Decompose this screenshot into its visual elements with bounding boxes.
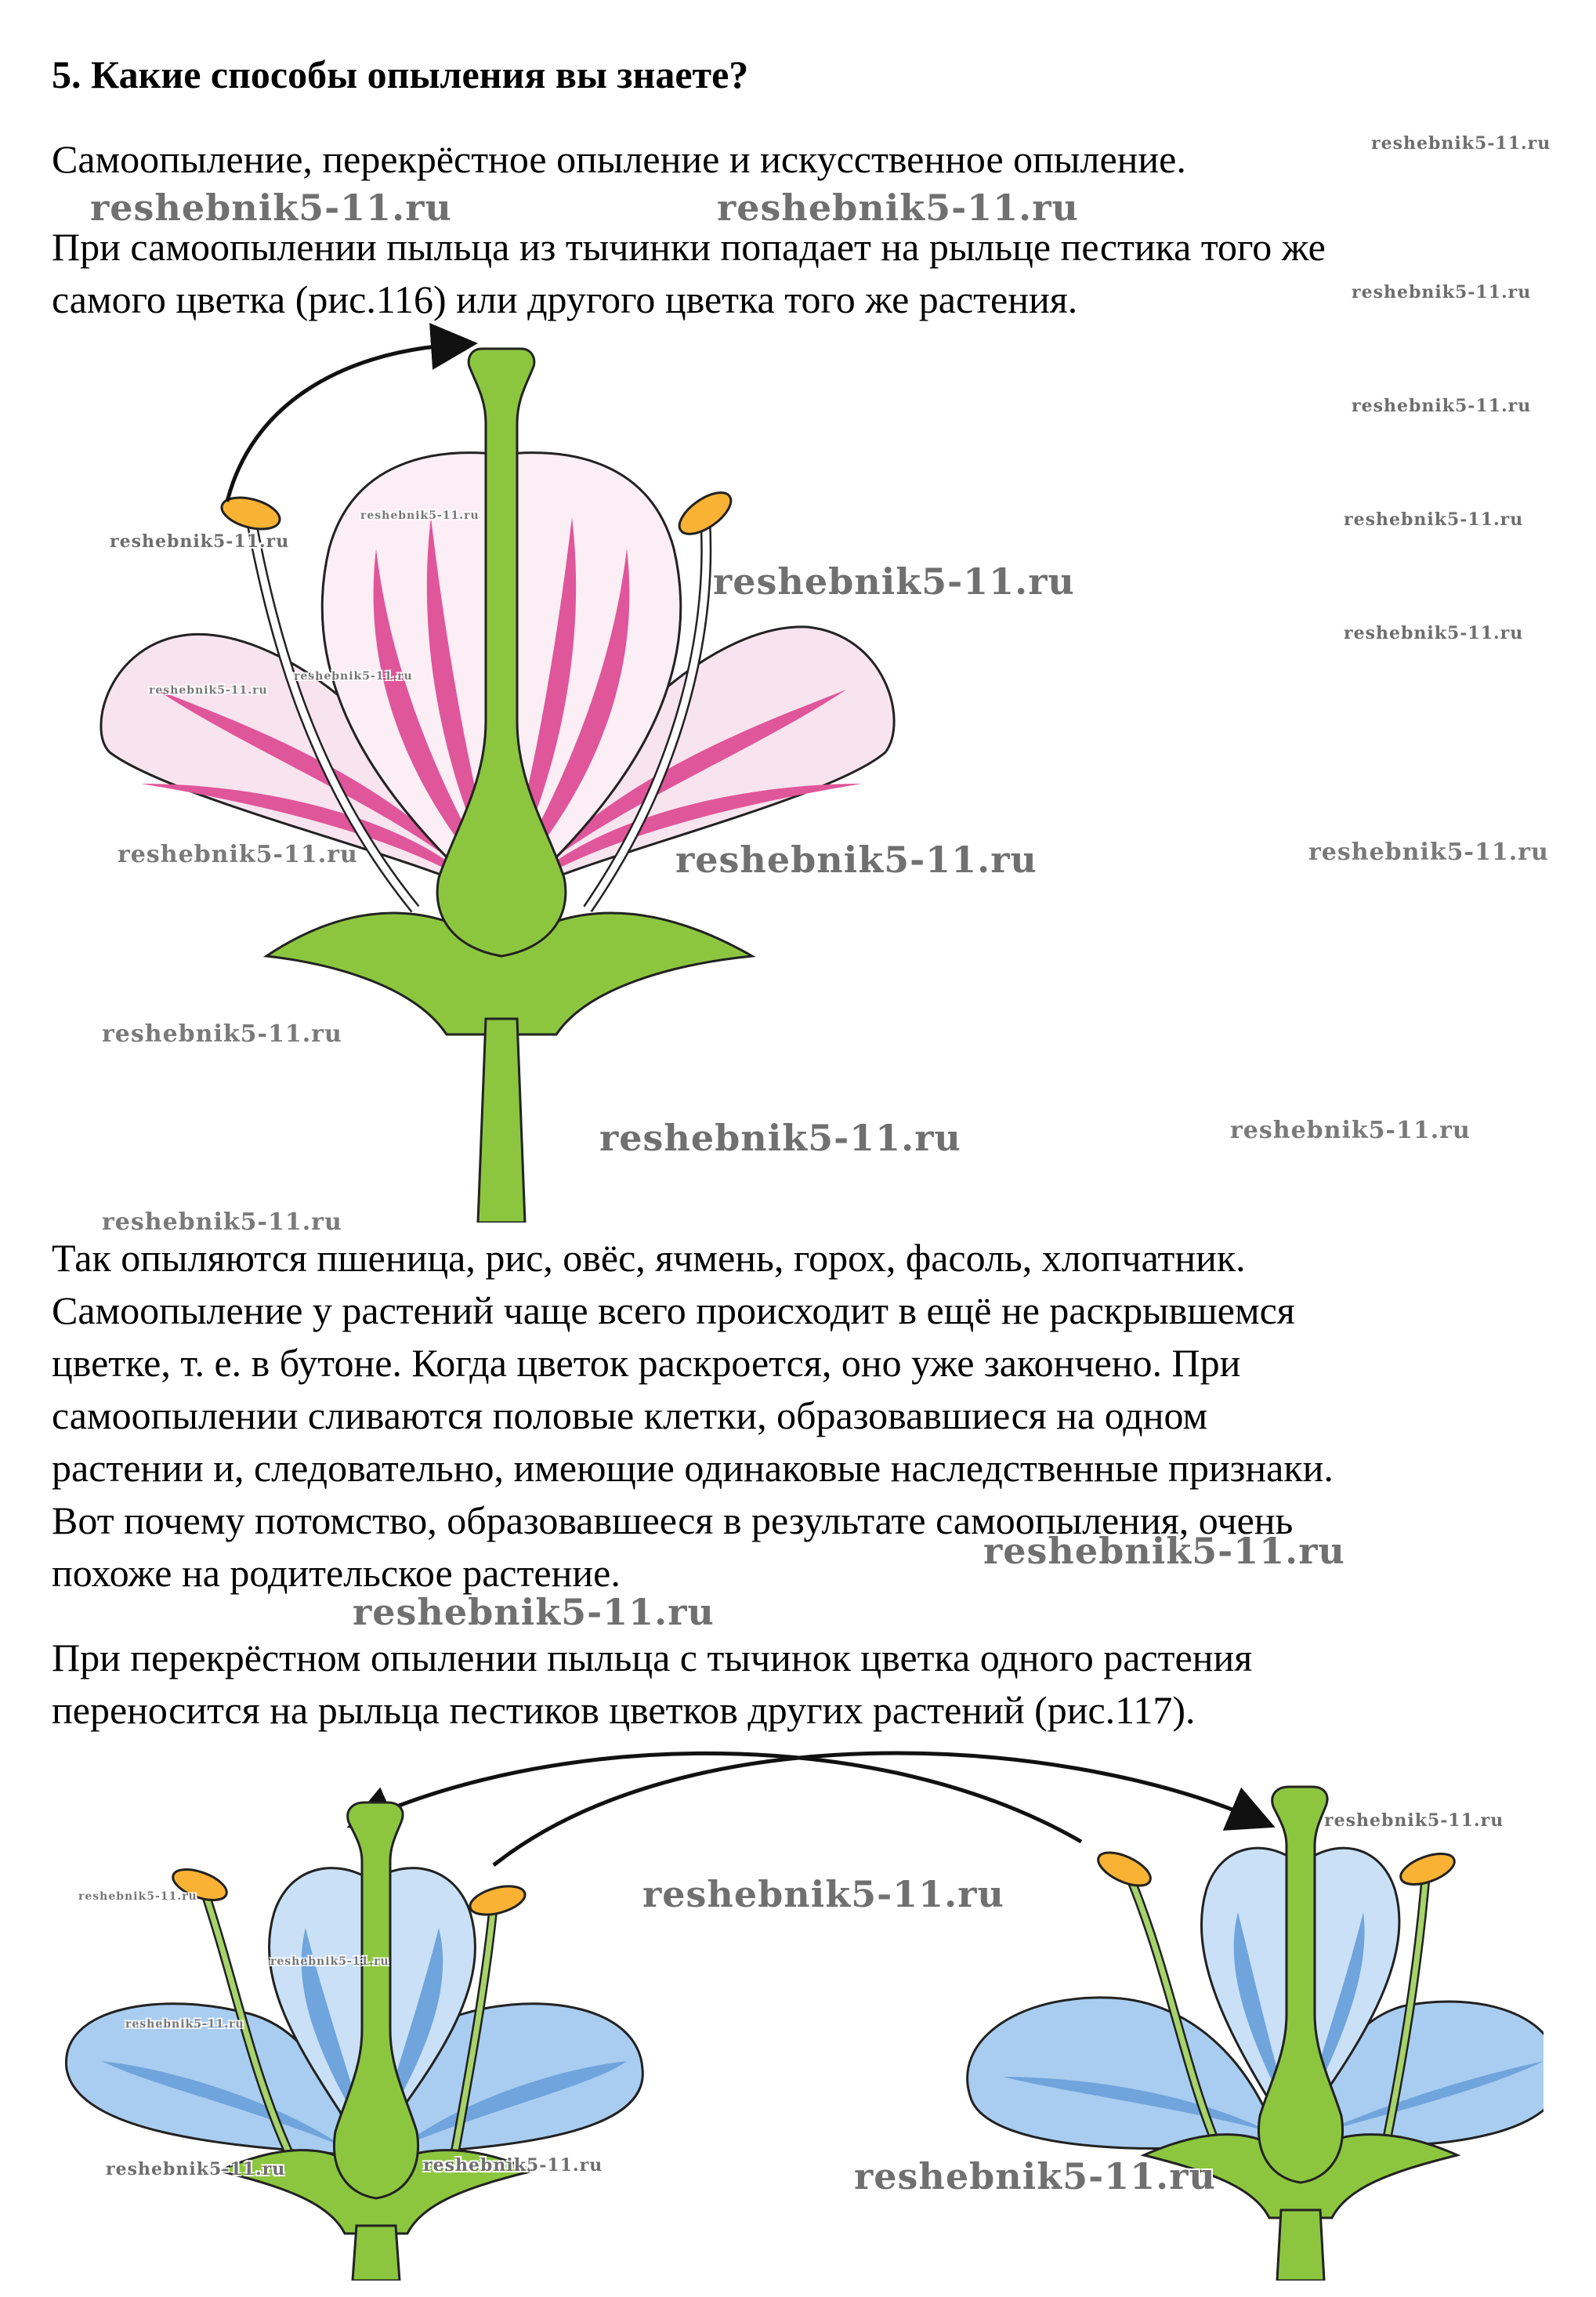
watermark: reshebnik5-11.ru	[110, 531, 290, 552]
text-line: самоопылении сливаются половые клетки, образовавшиеся на одном	[52, 1393, 1208, 1437]
text-line: При самоопылении пыльца из тычинки попадает на рыльце пестика того же	[52, 225, 1326, 269]
watermark: reshebnik5-11.ru	[102, 1208, 342, 1236]
watermark: reshebnik5-11.ru	[106, 2159, 286, 2179]
text-line: переносится на рыльца пестиков цветков других растений (рис.117).	[52, 1688, 1196, 1732]
text-line: При перекрёстном опылении пыльца с тычинок цветка одного растения	[52, 1636, 1253, 1679]
watermark: reshebnik5-11.ru	[78, 1890, 197, 1903]
watermark: reshebnik5-11.ru	[713, 560, 1075, 603]
watermark: reshebnik5-11.ru	[983, 1530, 1345, 1572]
watermark: reshebnik5-11.ru	[1230, 1117, 1471, 1144]
watermark: reshebnik5-11.ru	[102, 1020, 342, 1048]
text-line: похоже на родительское растение.	[52, 1551, 621, 1595]
watermark: reshebnik5-11.ru	[1352, 396, 1532, 416]
question-heading: 5. Какие способы опыления вы знаете?	[52, 53, 749, 96]
text-line: Так опыляются пшеница, рис, овёс, ячмень, горох, фасоль, хлопчатник.	[52, 1236, 1246, 1280]
watermark: reshebnik5-11.ru	[1352, 282, 1532, 303]
watermark: reshebnik5-11.ru	[270, 1955, 389, 1968]
text-line: Самоопыление, перекрёстное опыление и искусственное опыление.	[52, 137, 1186, 181]
figure-cross-pollination	[55, 1732, 1544, 2281]
watermark: reshebnik5-11.ru	[717, 187, 1079, 229]
watermark: reshebnik5-11.ru	[149, 684, 268, 697]
watermark: reshebnik5-11.ru	[294, 670, 413, 683]
watermark: reshebnik5-11.ru	[1324, 1810, 1504, 1831]
watermark: reshebnik5-11.ru	[599, 1117, 961, 1159]
watermark: reshebnik5-11.ru	[423, 2155, 603, 2176]
watermark: reshebnik5-11.ru	[1344, 623, 1524, 643]
watermark: reshebnik5-11.ru	[353, 1591, 715, 1633]
watermark: reshebnik5-11.ru	[1371, 133, 1551, 154]
paragraph-self-pollination	[52, 221, 1326, 326]
watermark: reshebnik5-11.ru	[118, 841, 358, 868]
watermark: reshebnik5-11.ru	[90, 187, 452, 229]
watermark: reshebnik5-11.ru	[360, 509, 480, 522]
watermark: reshebnik5-11.ru	[642, 1873, 1004, 1915]
paragraph-cross-pollination	[52, 1632, 1252, 1737]
watermark: reshebnik5-11.ru	[675, 839, 1037, 881]
paragraph-methods	[52, 133, 1186, 186]
text-line: растении и, следовательно, имеющие одинаковые наследственные признаки.	[52, 1446, 1334, 1490]
text-line: Самоопыление у растений чаще всего происходит в ещё не раскрывшемся	[52, 1288, 1295, 1332]
watermark: reshebnik5-11.ru	[1308, 839, 1549, 866]
figure-self-pollination	[78, 313, 940, 1223]
watermark: reshebnik5-11.ru	[125, 2018, 244, 2031]
left-blue-flower	[66, 1802, 642, 2281]
text-line: самого цветка (рис.116) или другого цветка того же растения.	[52, 277, 1078, 321]
right-blue-flower	[968, 1787, 1544, 2281]
text-line: цветке, т. е. в бутоне. Когда цветок раскроется, оно уже закончено. При	[52, 1341, 1241, 1385]
text-line: Вот почему потомство, образовавшееся в результате самоопыления, очень	[52, 1498, 1294, 1542]
watermark: reshebnik5-11.ru	[1344, 509, 1524, 530]
watermark: reshebnik5-11.ru	[854, 2155, 1216, 2197]
stem	[478, 1019, 525, 1223]
